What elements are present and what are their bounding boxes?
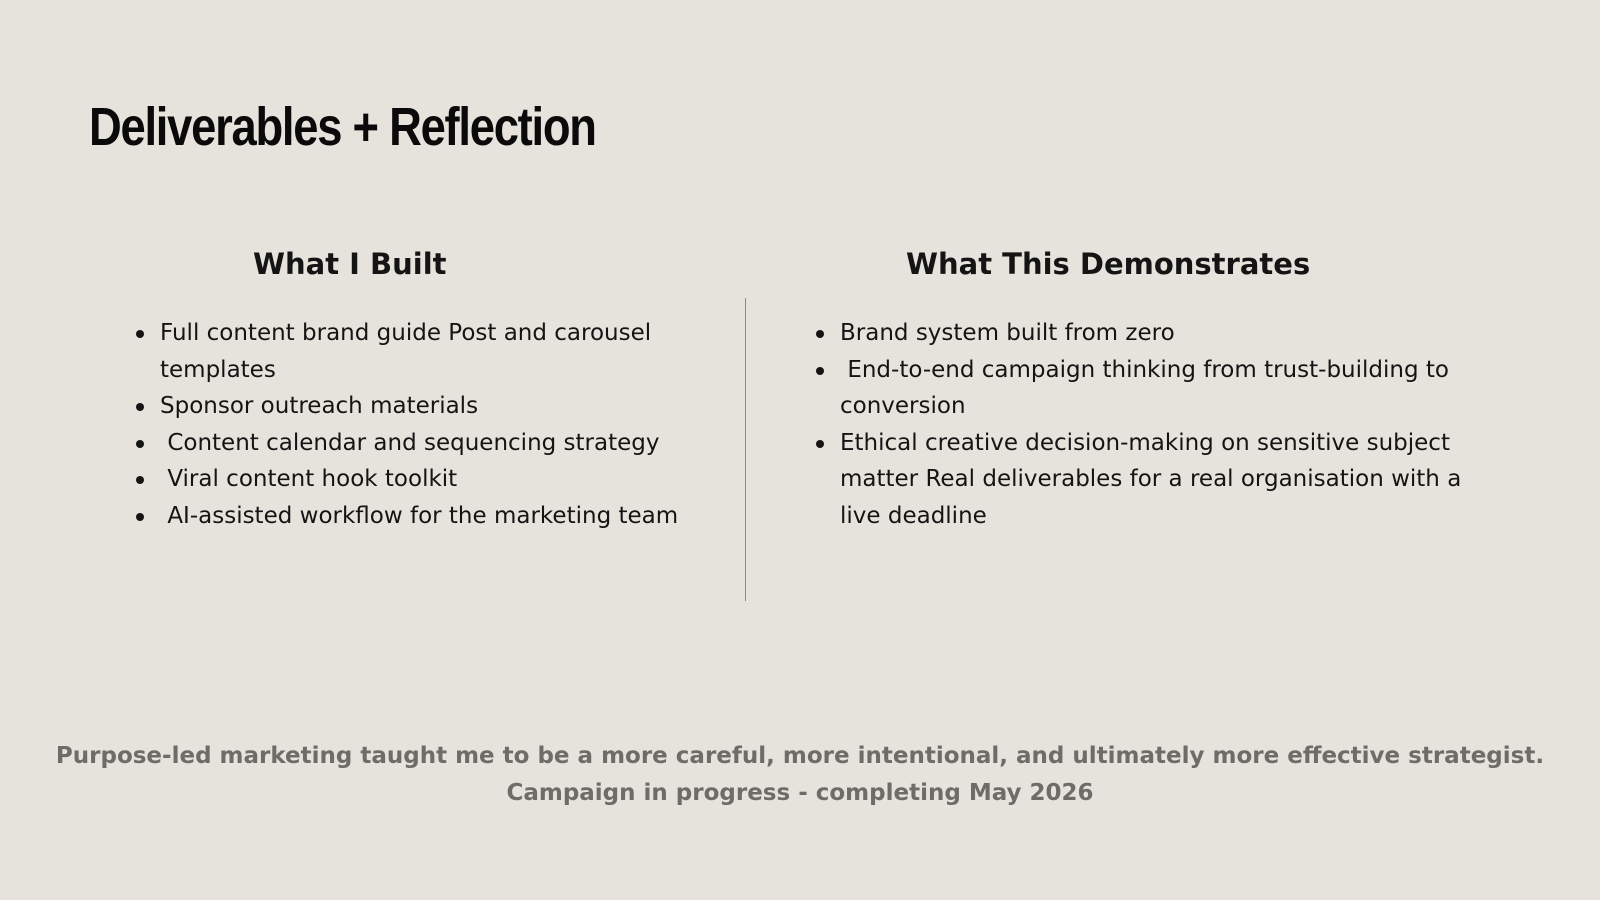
list-item: Ethical creative decision-making on sensitive subject matter Real deliverables for a real organisation with a live deadline bbox=[816, 425, 1496, 535]
list-item: End-to-end campaign thinking from trust-building to conversion bbox=[816, 352, 1496, 425]
list-item: AI-assisted workflow for the marketing team bbox=[136, 498, 696, 535]
list-item: Viral content hook toolkit bbox=[136, 461, 696, 498]
what-this-demonstrates-list bbox=[816, 315, 1496, 535]
column-divider bbox=[745, 298, 746, 601]
reflection-statement: Purpose-led marketing taught me to be a more careful, more intentional, and ultimately more effective strategist. bbox=[55, 743, 1545, 769]
list-item: Full content brand guide Post and carousel templates bbox=[136, 315, 696, 388]
what-this-demonstrates-heading: What This Demonstrates bbox=[906, 247, 1311, 281]
list-item: Brand system built from zero bbox=[816, 315, 1496, 352]
what-i-built-heading: What I Built bbox=[253, 247, 447, 281]
what-i-built-list bbox=[136, 315, 696, 535]
campaign-status: Campaign in progress - completing May 2026 bbox=[506, 780, 1094, 806]
reflection-footer bbox=[0, 738, 1600, 812]
page-title: Deliverables + Reflection bbox=[89, 97, 596, 157]
list-item: Sponsor outreach materials bbox=[136, 388, 696, 425]
list-item: Content calendar and sequencing strategy bbox=[136, 425, 696, 462]
